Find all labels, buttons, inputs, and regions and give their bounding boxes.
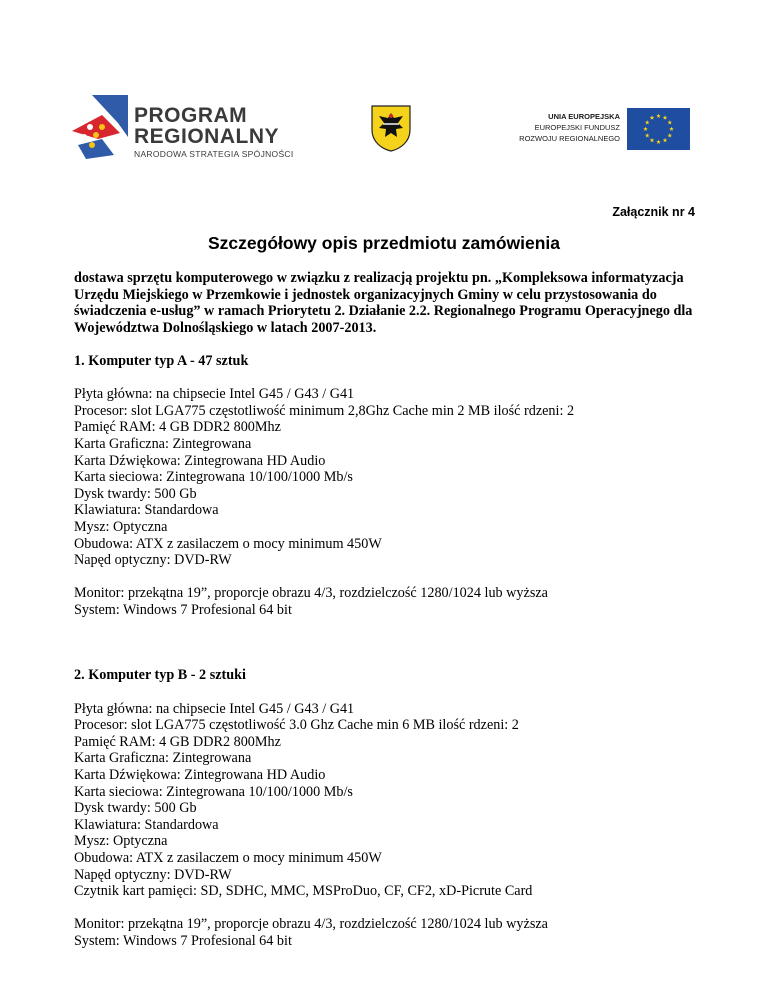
spec-list-computer-a xyxy=(74,386,714,569)
spec-item: Napęd optyczny: DVD-RW xyxy=(74,866,232,883)
spec-item: Obudowa: ATX z zasilaczem o mocy minimum 450W xyxy=(74,535,382,552)
spec-item: Klawiatura: Standardowa xyxy=(74,816,219,833)
page-header xyxy=(0,0,768,175)
eu-flag-icon xyxy=(627,108,690,150)
spec-item: Karta sieciowa: Zintegrowana 10/100/1000 Mb/s xyxy=(74,469,353,486)
spec-item: Płyta główna: na chipsecie Intel G45 / G43 / G41 xyxy=(74,386,355,403)
spec-item: Klawiatura: Standardowa xyxy=(74,502,219,519)
spec-item: Karta sieciowa: Zintegrowana 10/100/1000 Mb/s xyxy=(74,783,353,800)
spec-item: Procesor: slot LGA775 częstotliwość 3.0 Ghz Cache min 6 MB ilość rdzeni: 2 xyxy=(74,717,519,734)
eu-label-line3: ROZWOJU REGIONALNEGO xyxy=(519,134,620,143)
system-spec: System: Windows 7 Profesional 64 bit xyxy=(74,932,292,949)
spec-item: Pamięć RAM: 4 GB DDR2 800Mhz xyxy=(74,419,281,436)
section-heading-computer-b: 2. Komputer typ B - 2 sztuki xyxy=(74,667,246,684)
spec-item: Karta Graficzna: Zintegrowana xyxy=(74,435,252,452)
intro-paragraph: dostawa sprzętu komputerowego w związku z realizacją projektu pn. „Kompleksowa informatyzacja Urzędu Miejskiego w Przemkowie i jednostek organizacyjnych Gminy w celu przystosowania do świadczenia e-usług” w ramach Priorytetu 2. Działanie 2.2. Regionalnego Programu Operacyjnego dla Województwa Dolnośląskiego w latach 2007-2013. xyxy=(74,270,693,336)
page-title: Szczegółowy opis przedmiotu zamówienia xyxy=(208,233,560,253)
section-heading-computer-a: 1. Komputer typ A - 47 sztuk xyxy=(74,352,249,369)
spec-item: Mysz: Optyczna xyxy=(74,833,168,850)
spec-item: Napęd optyczny: DVD-RW xyxy=(74,552,232,569)
program-logo-line1: PROGRAM xyxy=(134,104,248,127)
spec-item: Dysk twardy: 500 Gb xyxy=(74,485,197,502)
spec-list-computer-b xyxy=(74,701,714,900)
spec-item: Dysk twardy: 500 Gb xyxy=(74,800,197,817)
spec-item: Płyta główna: na chipsecie Intel G45 / G43 / G41 xyxy=(74,700,355,717)
program-logo-line3: NARODOWA STRATEGIA SPÓJNOŚCI xyxy=(134,149,294,159)
document-body xyxy=(74,270,714,950)
extra-list-computer-b xyxy=(74,916,714,949)
spec-item: Czytnik kart pamięci: SD, SDHC, MMC, MSProDuo, CF, CF2, xD-Picrute Card xyxy=(74,883,533,900)
eu-label-line2: EUROPEJSKI FUNDUSZ xyxy=(534,123,620,132)
system-spec: System: Windows 7 Profesional 64 bit xyxy=(74,601,292,618)
spec-item: Pamięć RAM: 4 GB DDR2 800Mhz xyxy=(74,733,281,750)
program-regionalny-emblem-icon xyxy=(72,93,130,161)
spec-item: Karta Graficzna: Zintegrowana xyxy=(74,750,252,767)
extra-list-computer-a xyxy=(74,585,714,618)
spec-item: Obudowa: ATX z zasilaczem o mocy minimum 450W xyxy=(74,850,382,866)
spec-item: Procesor: slot LGA775 częstotliwość minimum 2,8Ghz Cache min 2 MB ilość rdzeni: 2 xyxy=(74,402,575,419)
spec-item: Mysz: Optyczna xyxy=(74,518,168,535)
eu-fund-label xyxy=(508,111,620,144)
eu-label-line1: UNIA EUROPEJSKA xyxy=(548,112,620,121)
lower-silesia-coat-of-arms-icon xyxy=(370,104,412,152)
program-regionalny-logo xyxy=(72,93,302,163)
program-logo-line2: REGIONALNY xyxy=(134,125,280,148)
spec-item: Karta Dźwiękowa: Zintegrowana HD Audio xyxy=(74,452,326,469)
annex-label: Załącznik nr 4 xyxy=(612,205,695,219)
monitor-spec: Monitor: przekątna 19”, proporcje obrazu 4/3, rozdzielczość 1280/1024 lub wyższa xyxy=(74,585,548,602)
spec-item: Karta Dźwiękowa: Zintegrowana HD Audio xyxy=(74,767,326,784)
monitor-spec: Monitor: przekątna 19”, proporcje obrazu 4/3, rozdzielczość 1280/1024 lub wyższa xyxy=(74,916,548,933)
